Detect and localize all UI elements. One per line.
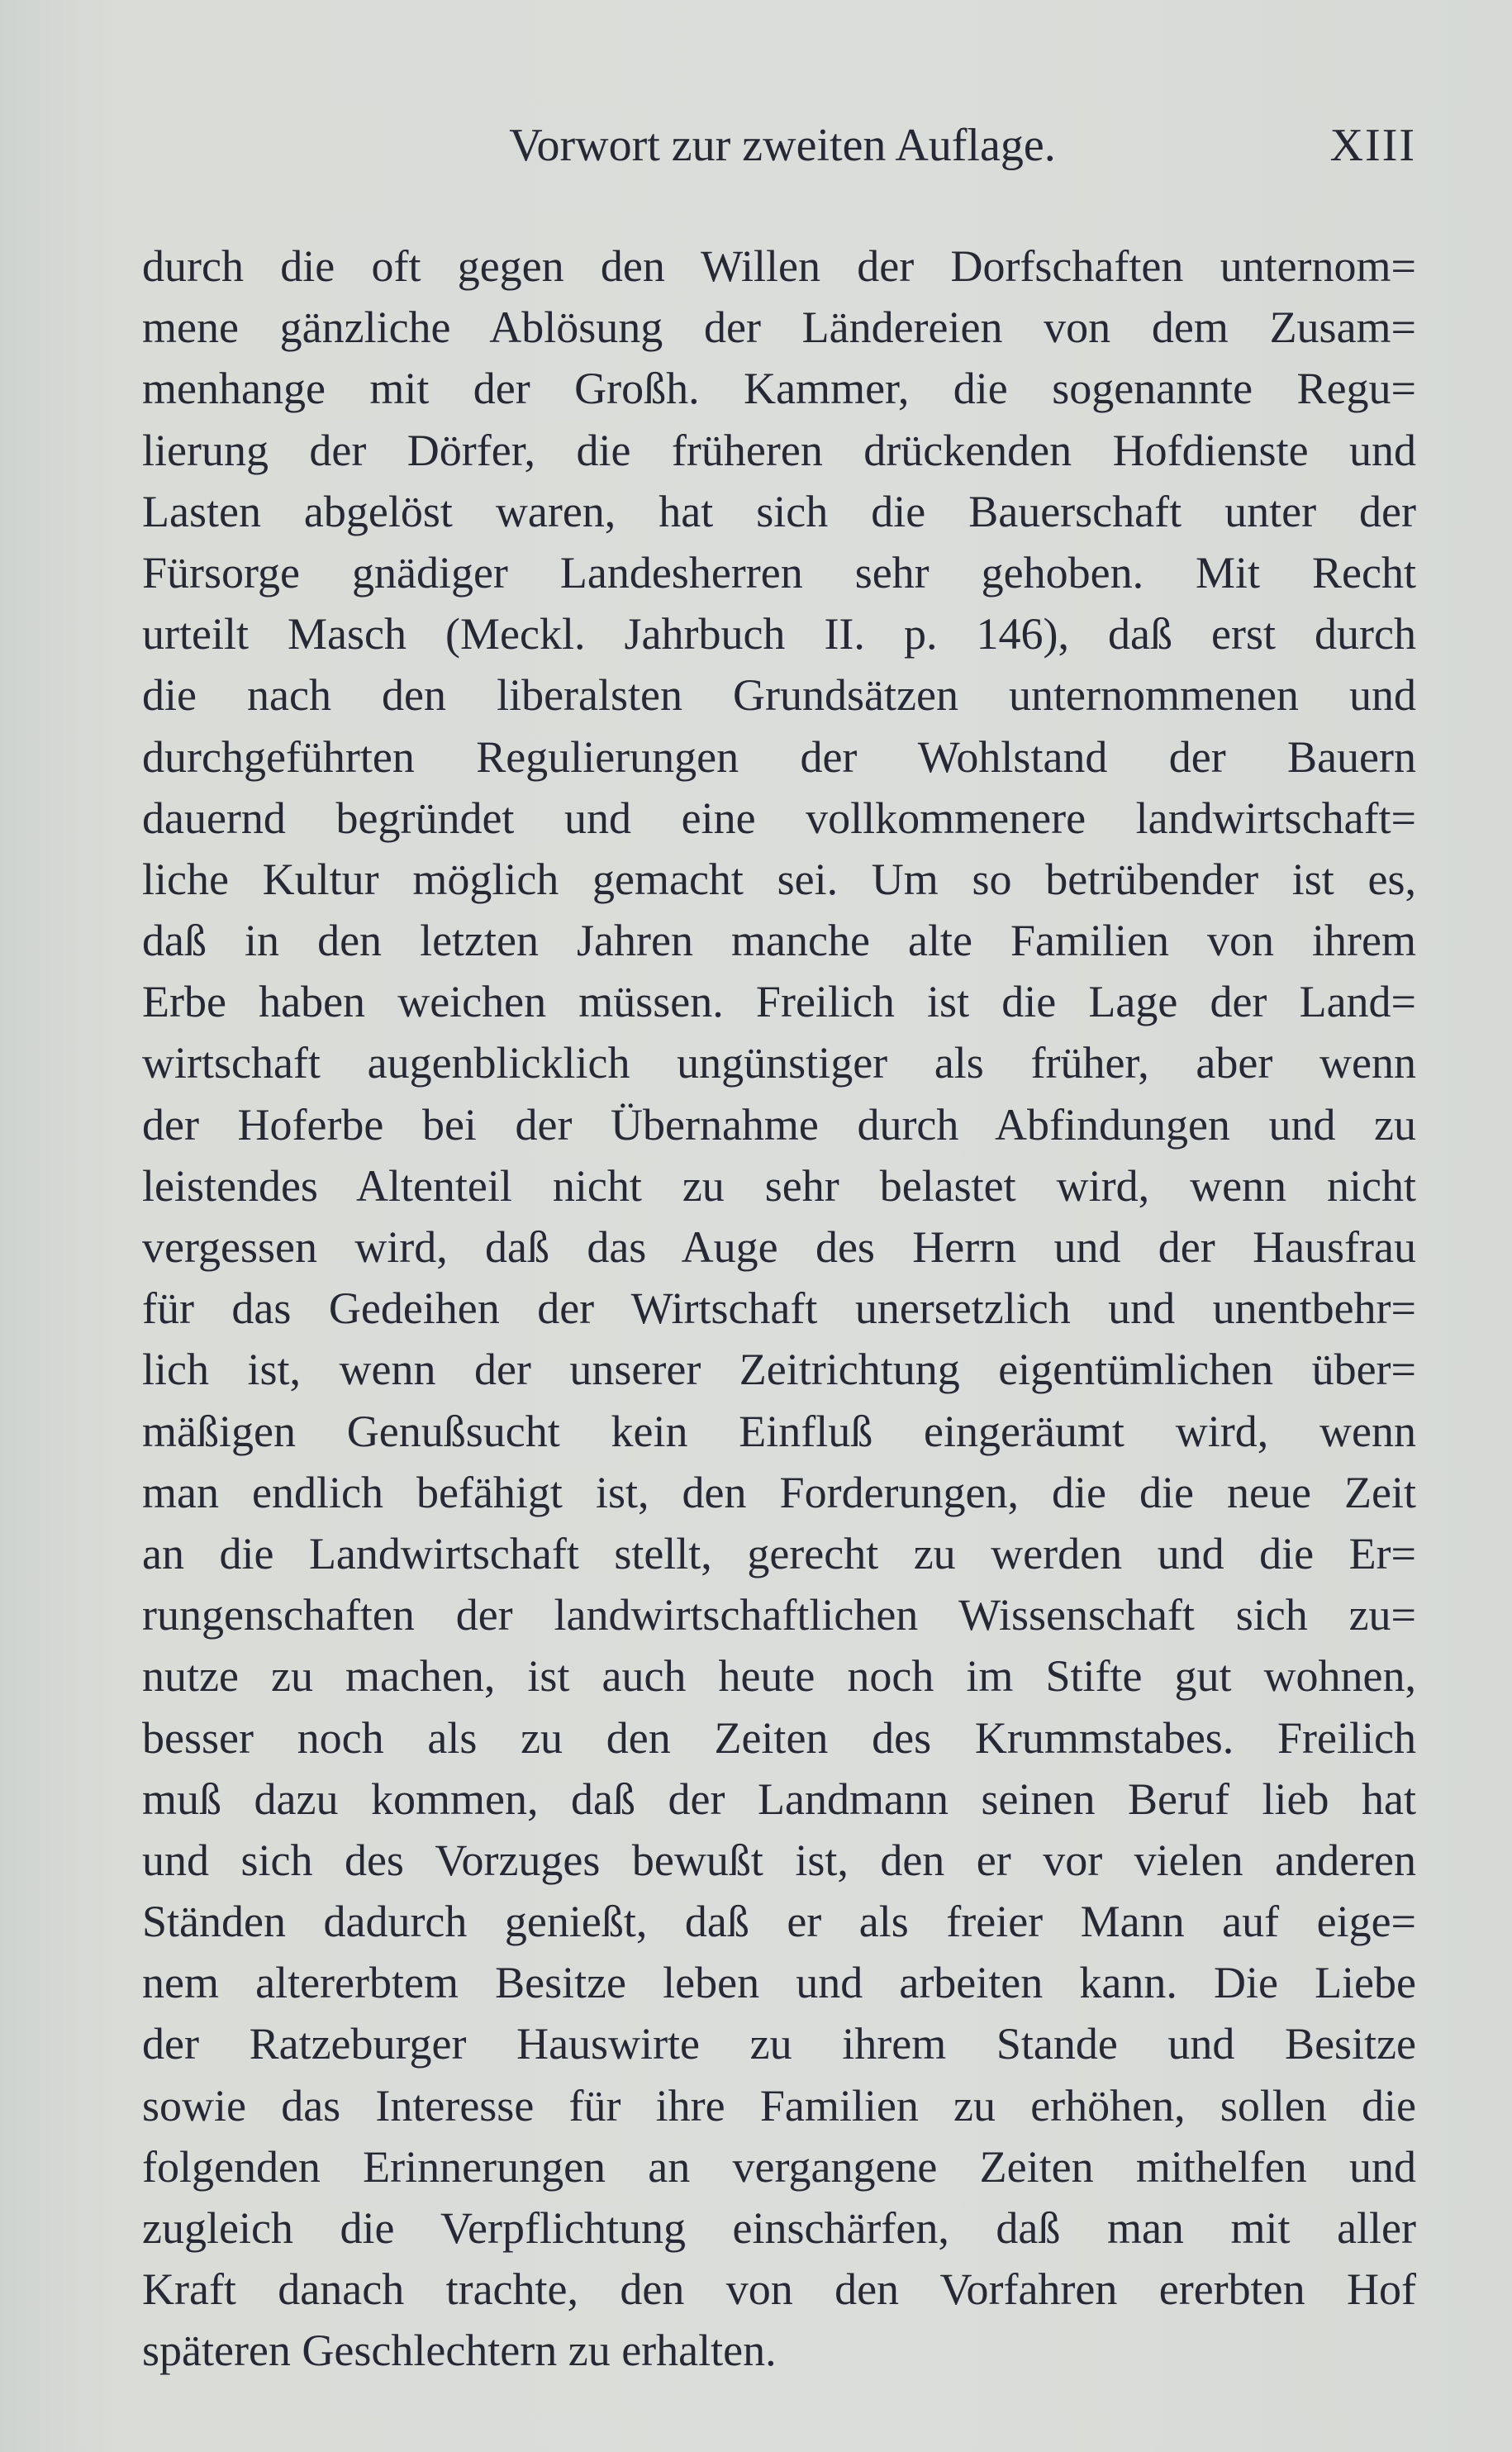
text-line: man endlich befähigt ist, den Forderungen, die die neue Zeit xyxy=(142,1467,1416,1517)
page-number: XIII xyxy=(1329,120,1416,171)
text-line: muß dazu kommen, daß der Landmann seinen Beruf lieb hat xyxy=(142,1774,1416,1824)
text-line: nem altererbtem Besitze leben und arbeiten kann. Die Liebe xyxy=(142,1958,1416,2008)
text-line: leistendes Altenteil nicht zu sehr belastet wird, wenn nicht xyxy=(142,1160,1416,1211)
text-line: urteilt Masch (Meckl. Jahrbuch II. p. 146), daß erst durch xyxy=(142,609,1416,659)
text-line: zugleich die Verpflichtung einschärfen, daß man mit aller xyxy=(142,2203,1416,2253)
body-text xyxy=(142,236,1416,2382)
text-line: Lasten abgelöst waren, hat sich die Bauerschaft unter der xyxy=(142,486,1416,536)
text-line: die nach den liberalsten Grundsätzen unternommenen und xyxy=(142,670,1416,721)
text-line: rungenschaften der landwirtschaftlichen Wissenschaft sich zu= xyxy=(142,1590,1416,1640)
text-line: Erbe haben weichen müssen. Freilich ist die Lage der Land= xyxy=(142,977,1416,1027)
text-line: späteren Geschlechtern zu erhalten. xyxy=(142,2326,777,2376)
text-line: liche Kultur möglich gemacht sei. Um so betrübender ist es, xyxy=(142,854,1416,904)
text-line: durch die oft gegen den Willen der Dorfschaften unternom= xyxy=(142,241,1416,291)
text-line: vergessen wird, daß das Auge des Herrn und der Hausfrau xyxy=(142,1222,1416,1272)
text-line: an die Landwirtschaft stellt, gerecht zu werden und die Er= xyxy=(142,1528,1416,1578)
text-line: besser noch als zu den Zeiten des Krummstabes. Freilich xyxy=(142,1712,1416,1763)
text-line: Fürsorge gnädiger Landesherren sehr gehoben. Mit Recht xyxy=(142,547,1416,598)
text-line: wirtschaft augenblicklich ungünstiger als früher, aber wenn xyxy=(142,1038,1416,1088)
text-line: dauernd begründet und eine vollkommenere landwirtschaft= xyxy=(142,793,1416,843)
text-line: menhange mit der Großh. Kammer, die sogenannte Regu= xyxy=(142,364,1416,414)
text-line: Kraft danach trachte, den von den Vorfahren ererbten Hof xyxy=(142,2264,1416,2315)
text-line: mäßigen Genußsucht kein Einfluß eingeräumt wird, wenn xyxy=(142,1406,1416,1456)
text-line: daß in den letzten Jahren manche alte Familien von ihrem xyxy=(142,916,1416,966)
text-line: lierung der Dörfer, die früheren drückenden Hofdienste und xyxy=(142,425,1416,475)
text-line: durchgeführten Regulierungen der Wohlstand der Bauern xyxy=(142,731,1416,782)
text-line: der Ratzeburger Hauswirte zu ihrem Stande und Besitze xyxy=(142,2019,1416,2069)
text-line: und sich des Vorzuges bewußt ist, den er vor vielen anderen xyxy=(142,1835,1416,1885)
text-line: Ständen dadurch genießt, daß er als freier Mann auf eige= xyxy=(142,1897,1416,1947)
text-line: der Hoferbe bei der Übernahme durch Abfindungen und zu xyxy=(142,1099,1416,1150)
running-title: Vorwort zur zweiten Auflage. xyxy=(509,120,1056,171)
text-line: folgenden Erinnerungen an vergangene Zeiten mithelfen und xyxy=(142,2141,1416,2192)
text-line: lich ist, wenn der unserer Zeitrichtung eigentümlichen über= xyxy=(142,1345,1416,1395)
text-line: für das Gedeihen der Wirtschaft unersetzlich und unentbehr= xyxy=(142,1283,1416,1334)
text-line: sowie das Interesse für ihre Familien zu erhöhen, sollen die xyxy=(142,2080,1416,2131)
text-line: nutze zu machen, ist auch heute noch im Stifte gut wohnen, xyxy=(142,1651,1416,1702)
text-line: mene gänzliche Ablösung der Ländereien von dem Zusam= xyxy=(142,302,1416,353)
